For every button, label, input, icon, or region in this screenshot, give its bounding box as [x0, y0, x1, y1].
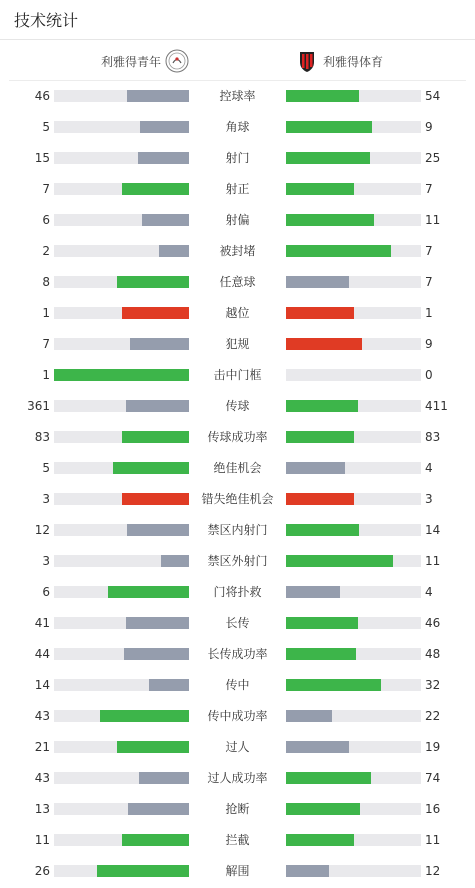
away-stat-bar-fill — [286, 679, 381, 691]
stat-row — [0, 453, 475, 484]
home-stat-value: 26 — [34, 864, 50, 878]
home-stat-bar-fill — [54, 369, 189, 381]
away-stat-bar-fill — [286, 834, 354, 846]
home-stat-bar — [54, 214, 189, 226]
home-stat-bar-fill — [117, 276, 189, 288]
away-stat-value: 22 — [425, 709, 441, 723]
stat-row — [0, 670, 475, 701]
home-stat-bar — [54, 741, 189, 753]
stat-label: 门将扑救 — [213, 585, 262, 599]
away-stat-bar — [286, 338, 421, 350]
away-stat-bar — [286, 307, 421, 319]
stat-row — [0, 701, 475, 732]
home-stat-bar — [54, 865, 189, 877]
stat-label: 传球成功率 — [207, 430, 268, 444]
stat-row — [0, 577, 475, 608]
home-stat-value: 43 — [34, 709, 50, 723]
home-stat-value: 44 — [34, 647, 50, 661]
home-stat-bar-fill — [97, 865, 189, 877]
stat-label: 击中门框 — [213, 368, 262, 382]
home-stat-value: 361 — [27, 399, 50, 413]
away-stat-bar-fill — [286, 803, 360, 815]
stat-label: 拦截 — [225, 833, 250, 847]
stat-row — [0, 639, 475, 670]
home-stat-value: 46 — [34, 89, 50, 103]
home-stat-bar — [54, 772, 189, 784]
home-stat-bar-fill — [161, 555, 189, 567]
away-stat-bar-fill — [286, 276, 349, 288]
home-stat-bar — [54, 183, 189, 195]
home-stat-value: 83 — [34, 430, 50, 444]
home-stat-bar-fill — [142, 214, 189, 226]
away-stat-bar — [286, 772, 421, 784]
away-stat-bar-fill — [286, 555, 393, 567]
away-stat-bar — [286, 617, 421, 629]
stat-label: 长传成功率 — [207, 647, 268, 661]
away-stat-value: 48 — [425, 647, 441, 661]
away-stat-bar-fill — [286, 183, 354, 195]
stat-label: 错失绝佳机会 — [201, 492, 274, 506]
away-team[interactable] — [295, 48, 383, 74]
home-stat-value: 41 — [34, 616, 50, 630]
stat-row — [0, 608, 475, 639]
away-stat-bar — [286, 648, 421, 660]
home-stat-value: 6 — [42, 213, 50, 227]
home-stat-bar — [54, 152, 189, 164]
stat-row — [0, 732, 475, 763]
away-stat-bar — [286, 152, 421, 164]
away-stat-bar-fill — [286, 152, 370, 164]
away-stat-value: 411 — [425, 399, 448, 413]
away-stat-value: 7 — [425, 244, 433, 258]
home-stat-bar — [54, 307, 189, 319]
stat-row — [0, 81, 475, 112]
home-stat-bar-fill — [108, 586, 189, 598]
away-stat-bar — [286, 679, 421, 691]
stat-row — [0, 236, 475, 267]
home-team-crest-icon — [165, 49, 189, 73]
home-stat-bar — [54, 90, 189, 102]
away-stat-bar-fill — [286, 710, 332, 722]
stat-row — [0, 825, 475, 856]
home-stat-value: 3 — [42, 554, 50, 568]
stat-label: 过人成功率 — [207, 771, 268, 785]
away-stat-bar-fill — [286, 245, 391, 257]
away-stat-bar — [286, 710, 421, 722]
home-stat-bar-fill — [139, 772, 189, 784]
home-stat-bar — [54, 245, 189, 257]
away-stat-value: 7 — [425, 182, 433, 196]
away-stat-bar — [286, 431, 421, 443]
stat-label: 越位 — [225, 306, 250, 320]
home-stat-bar — [54, 276, 189, 288]
home-stat-value: 5 — [42, 461, 50, 475]
home-stat-bar — [54, 524, 189, 536]
away-stat-value: 32 — [425, 678, 441, 692]
away-stat-bar — [286, 865, 421, 877]
away-stat-bar — [286, 741, 421, 753]
stat-row — [0, 484, 475, 515]
stat-label: 绝佳机会 — [213, 461, 262, 475]
home-team-name: 利雅得青年 — [101, 54, 162, 69]
home-stat-bar — [54, 121, 189, 133]
away-stat-bar-fill — [286, 741, 349, 753]
home-stat-bar — [54, 710, 189, 722]
away-stat-bar — [286, 400, 421, 412]
home-team[interactable] — [101, 48, 189, 74]
stat-label: 射门 — [225, 151, 250, 165]
away-stat-bar-fill — [286, 865, 329, 877]
home-stat-bar-fill — [122, 834, 190, 846]
home-stat-bar-fill — [130, 338, 189, 350]
away-stat-value: 11 — [425, 554, 441, 568]
stat-label: 角球 — [225, 120, 250, 134]
home-stat-bar-fill — [100, 710, 189, 722]
away-stat-value: 11 — [425, 833, 441, 847]
away-stat-bar — [286, 276, 421, 288]
home-stat-bar-fill — [113, 462, 189, 474]
page-title: 技术统计 — [14, 11, 79, 30]
stat-row — [0, 329, 475, 360]
home-stat-bar — [54, 648, 189, 660]
away-stat-bar-fill — [286, 586, 340, 598]
home-stat-bar-fill — [128, 803, 189, 815]
home-stat-bar-fill — [159, 245, 189, 257]
home-stat-bar-fill — [122, 493, 190, 505]
away-stat-value: 3 — [425, 492, 433, 506]
home-stat-value: 6 — [42, 585, 50, 599]
teams-header — [9, 40, 466, 81]
home-stat-value: 14 — [34, 678, 50, 692]
away-stat-bar-fill — [286, 772, 371, 784]
stat-row — [0, 794, 475, 825]
home-stat-bar-fill — [117, 741, 189, 753]
stat-label: 解围 — [225, 864, 250, 878]
home-stat-bar-fill — [122, 183, 190, 195]
away-stat-bar-fill — [286, 214, 374, 226]
stat-row — [0, 205, 475, 236]
home-stat-value: 8 — [42, 275, 50, 289]
away-stat-value: 14 — [425, 523, 441, 537]
stat-label: 被封堵 — [219, 244, 256, 258]
away-stat-bar-fill — [286, 307, 354, 319]
home-stat-bar — [54, 834, 189, 846]
home-stat-value: 12 — [34, 523, 50, 537]
stat-label: 控球率 — [219, 89, 256, 103]
away-stat-value: 12 — [425, 864, 441, 878]
stat-label: 射偏 — [225, 213, 250, 227]
home-stat-value: 13 — [34, 802, 50, 816]
stat-row — [0, 174, 475, 205]
stat-label: 抢断 — [225, 802, 250, 816]
away-stat-value: 25 — [425, 151, 441, 165]
stat-row — [0, 360, 475, 391]
away-stat-bar — [286, 183, 421, 195]
away-stat-bar-fill — [286, 617, 358, 629]
home-stat-bar-fill — [122, 307, 190, 319]
away-stat-bar — [286, 803, 421, 815]
stat-row — [0, 515, 475, 546]
home-stat-bar — [54, 493, 189, 505]
stat-row — [0, 763, 475, 794]
stat-row — [0, 422, 475, 453]
away-stat-bar-fill — [286, 648, 356, 660]
stat-row — [0, 546, 475, 577]
stat-label: 传中 — [225, 678, 250, 692]
home-stat-bar — [54, 369, 189, 381]
away-stat-bar-fill — [286, 524, 359, 536]
home-stat-bar-fill — [126, 400, 189, 412]
stat-label: 传球 — [225, 399, 250, 413]
home-stat-bar-fill — [138, 152, 189, 164]
away-stat-value: 4 — [425, 461, 433, 475]
away-stat-bar — [286, 524, 421, 536]
home-stat-bar-fill — [126, 617, 189, 629]
home-stat-bar-fill — [140, 121, 189, 133]
home-stat-value: 43 — [34, 771, 50, 785]
stat-label: 长传 — [225, 616, 250, 630]
away-stat-value: 11 — [425, 213, 441, 227]
away-stat-value: 9 — [425, 120, 433, 134]
away-stat-bar — [286, 493, 421, 505]
away-stat-value: 74 — [425, 771, 441, 785]
home-stat-bar — [54, 803, 189, 815]
away-stat-bar — [286, 555, 421, 567]
stat-row — [0, 112, 475, 143]
stat-row — [0, 856, 475, 887]
away-stat-bar — [286, 462, 421, 474]
away-stat-bar-fill — [286, 493, 354, 505]
stat-row — [0, 298, 475, 329]
stat-row — [0, 391, 475, 422]
away-stat-bar-fill — [286, 121, 372, 133]
away-stat-bar — [286, 369, 421, 381]
away-stat-bar — [286, 245, 421, 257]
away-stat-value: 16 — [425, 802, 441, 816]
home-stat-value: 21 — [34, 740, 50, 754]
home-stat-bar-fill — [127, 524, 189, 536]
away-team-name: 利雅得体育 — [323, 54, 384, 69]
home-stat-bar — [54, 679, 189, 691]
home-stat-value: 7 — [42, 182, 50, 196]
away-stat-bar-fill — [286, 431, 354, 443]
stat-label: 犯规 — [225, 337, 250, 351]
away-stat-bar — [286, 586, 421, 598]
home-stat-value: 3 — [42, 492, 50, 506]
home-stat-bar — [54, 431, 189, 443]
home-stat-bar — [54, 586, 189, 598]
stat-label: 禁区内射门 — [207, 523, 268, 537]
home-stat-bar-fill — [127, 90, 189, 102]
away-stat-bar-fill — [286, 400, 358, 412]
home-stat-bar — [54, 555, 189, 567]
stat-label: 射正 — [225, 182, 250, 196]
home-stat-value: 5 — [42, 120, 50, 134]
home-stat-bar — [54, 400, 189, 412]
home-stat-value: 1 — [42, 368, 50, 382]
home-stat-bar-fill — [149, 679, 190, 691]
away-stat-bar — [286, 90, 421, 102]
home-stat-bar — [54, 338, 189, 350]
away-stat-value: 7 — [425, 275, 433, 289]
home-stat-bar-fill — [124, 648, 189, 660]
home-stat-bar — [54, 617, 189, 629]
stat-label: 任意球 — [219, 275, 256, 289]
away-stat-value: 46 — [425, 616, 441, 630]
home-stat-value: 11 — [34, 833, 50, 847]
away-stat-value: 54 — [425, 89, 441, 103]
away-stat-bar-fill — [286, 90, 359, 102]
stats-list — [0, 81, 475, 887]
away-stat-value: 4 — [425, 585, 433, 599]
away-stat-value: 19 — [425, 740, 441, 754]
page-header — [0, 0, 475, 40]
away-stat-value: 83 — [425, 430, 441, 444]
away-stat-value: 9 — [425, 337, 433, 351]
home-stat-value: 2 — [42, 244, 50, 258]
away-stat-value: 0 — [425, 368, 433, 382]
stat-label: 过人 — [225, 740, 250, 754]
away-stat-bar — [286, 214, 421, 226]
stat-label: 禁区外射门 — [207, 554, 268, 568]
away-stat-bar-fill — [286, 462, 345, 474]
away-stat-bar — [286, 834, 421, 846]
stat-row — [0, 267, 475, 298]
away-team-crest-icon — [295, 49, 319, 73]
home-stat-bar — [54, 462, 189, 474]
home-stat-bar-fill — [122, 431, 190, 443]
stat-row — [0, 143, 475, 174]
away-stat-bar-fill — [286, 338, 362, 350]
home-stat-value: 15 — [34, 151, 50, 165]
stat-label: 传中成功率 — [207, 709, 268, 723]
home-stat-value: 7 — [42, 337, 50, 351]
away-stat-bar — [286, 121, 421, 133]
away-stat-value: 1 — [425, 306, 433, 320]
home-stat-value: 1 — [42, 306, 50, 320]
